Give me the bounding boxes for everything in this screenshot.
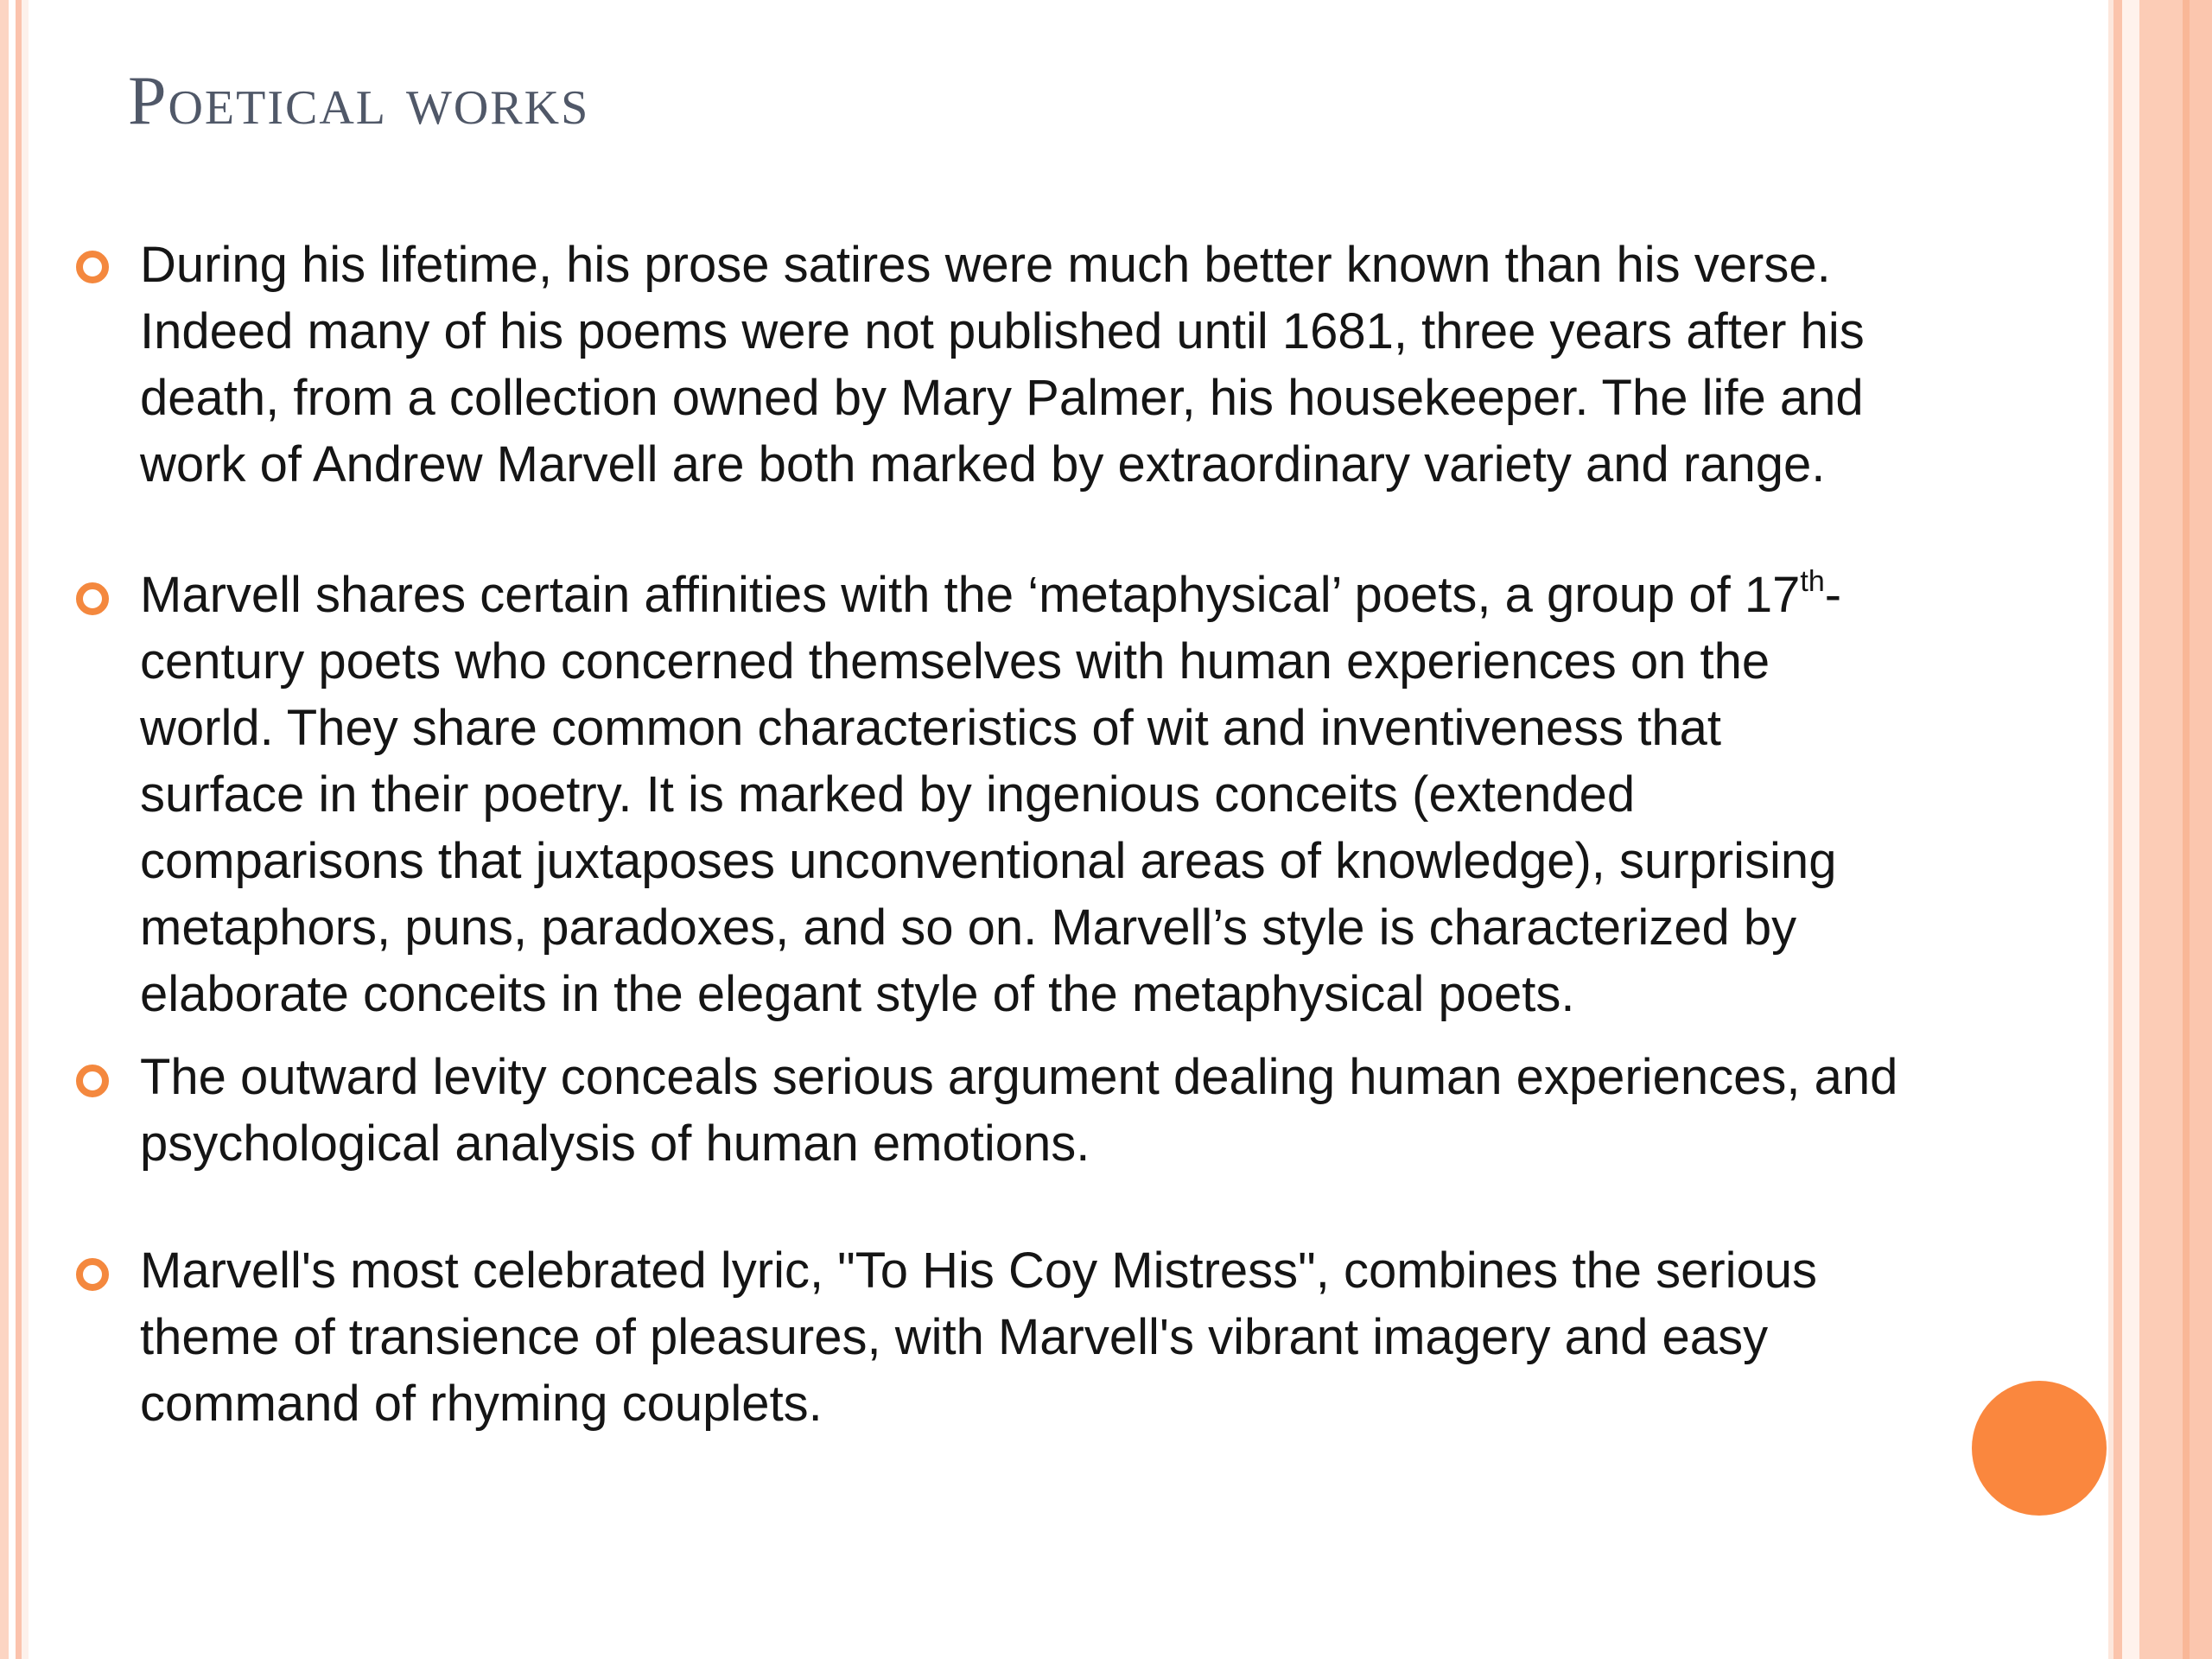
bullet-line: elaborate conceits in the elegant style of the metaphysical poets. <box>140 966 1575 1022</box>
slide-title: Poetical works <box>128 63 590 139</box>
bullet-line: During his lifetime, his prose satires were much better known than his verse. <box>140 237 1831 293</box>
bullet-line: Indeed many of his poems were not published until 1681, three years after his <box>140 303 1865 359</box>
bullet-text: - <box>1824 567 1842 623</box>
bullet-paragraph-2 <box>140 562 2093 1027</box>
right-border-thin <box>2113 0 2122 1659</box>
bullet-line: theme of transience of pleasures, with Marvell's vibrant imagery and easy <box>140 1309 1769 1365</box>
bullet-line: Marvell's most celebrated lyric, "To His Coy Mistress", combines the serious <box>140 1243 1818 1299</box>
bullet-circle-icon <box>76 1065 109 1097</box>
bullet-paragraph-4 <box>140 1237 2093 1437</box>
bullet-line: psychological analysis of human emotions. <box>140 1116 1090 1172</box>
bullet-line: command of rhyming couplets. <box>140 1376 823 1432</box>
bullet-paragraph-3 <box>140 1044 2093 1177</box>
right-border-line <box>2183 0 2190 1659</box>
right-border-edge <box>2190 0 2212 1659</box>
bullet-circle-icon <box>76 582 109 615</box>
bullet-line: metaphors, puns, paradoxes, and so on. Marvell’s style is characterized by <box>140 899 1797 956</box>
ordinal-superscript: th <box>1800 564 1825 598</box>
bullet-line: work of Andrew Marvell are both marked by extraordinary variety and range. <box>140 436 1826 493</box>
bullet-line: comparisons that juxtaposes unconventional areas of knowledge), surprising <box>140 833 1837 889</box>
decorative-orange-circle <box>1972 1381 2107 1516</box>
bullet-circle-icon <box>76 1258 109 1291</box>
right-border-gap <box>2122 0 2139 1659</box>
bullet-line: surface in their poetry. It is marked by ingenious conceits (extended <box>140 766 1636 823</box>
bullet-circle-icon <box>76 251 109 283</box>
bullet-text: Marvell shares certain affinities with the ‘metaphysical’ poets, a group of 17 <box>140 567 1801 623</box>
bullet-line: world. They share common characteristics of wit and inventiveness that <box>140 700 1721 756</box>
bullet-line: death, from a collection owned by Mary Palmer, his housekeeper. The life and <box>140 370 1864 426</box>
bullet-line-with-superscript <box>140 562 2093 628</box>
bullet-line: The outward levity conceals serious argument dealing human experiences, and <box>140 1049 1898 1105</box>
bullet-paragraph-1 <box>140 232 2093 498</box>
right-border-wide <box>2139 0 2183 1659</box>
bullet-line: century poets who concerned themselves with human experiences on the <box>140 633 1770 690</box>
